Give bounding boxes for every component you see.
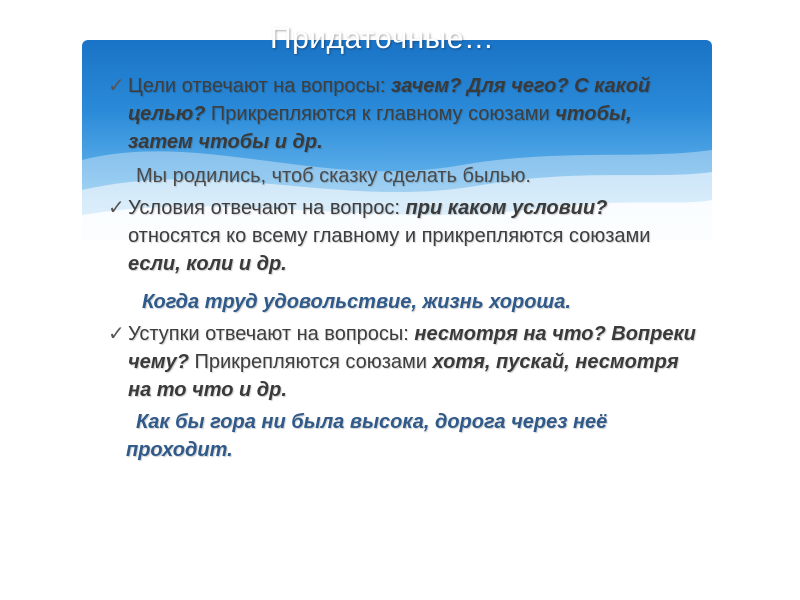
bullet-text: Прикрепляются к главному союзами	[205, 103, 556, 125]
example-concession: Как бы гора ни была высока, дорога через неё проходит.	[126, 411, 608, 461]
bullet-text: отвечают на вопросы:	[205, 323, 415, 345]
bullet-text: Прикрепляются союзами	[188, 351, 433, 373]
bullet-conjunctions: если, коли и др.	[128, 253, 287, 275]
checkmark-icon: ✓	[108, 75, 125, 97]
bullet-text: отвечают на вопросы:	[181, 75, 391, 97]
bullet-text: отвечают на вопрос:	[210, 197, 406, 219]
checkmark-icon: ✓	[108, 323, 125, 345]
bullet-condition	[108, 194, 698, 278]
bullet-conjunctions: чтобы, затем чтобы и др.	[128, 103, 632, 153]
slide-title: Придаточные…	[270, 22, 495, 55]
bullet-questions: зачем? Для чего? С какой целью?	[128, 75, 651, 125]
bullet-questions: несмотря на что? Вопреки чему?	[128, 323, 696, 373]
bullet-concession	[108, 320, 698, 404]
bullet-term: Уступки	[128, 323, 206, 345]
bullet-text: относятся ко всему главному и прикрепляются союзами	[128, 225, 651, 247]
slide-content	[108, 72, 698, 464]
checkmark-icon: ✓	[108, 197, 125, 219]
example-goal: Мы родились, чтоб сказку сделать былью.	[136, 165, 531, 187]
bullet-goal	[108, 72, 698, 156]
bullet-term: Условия	[128, 197, 211, 219]
bullet-questions: при каком условии?	[405, 197, 608, 219]
example-condition: Когда труд удовольствие, жизнь хороша.	[142, 291, 571, 313]
bullet-term: Цели	[128, 75, 182, 97]
bullet-conjunctions: хотя, пускай, несмотря на то что и др.	[128, 351, 679, 401]
